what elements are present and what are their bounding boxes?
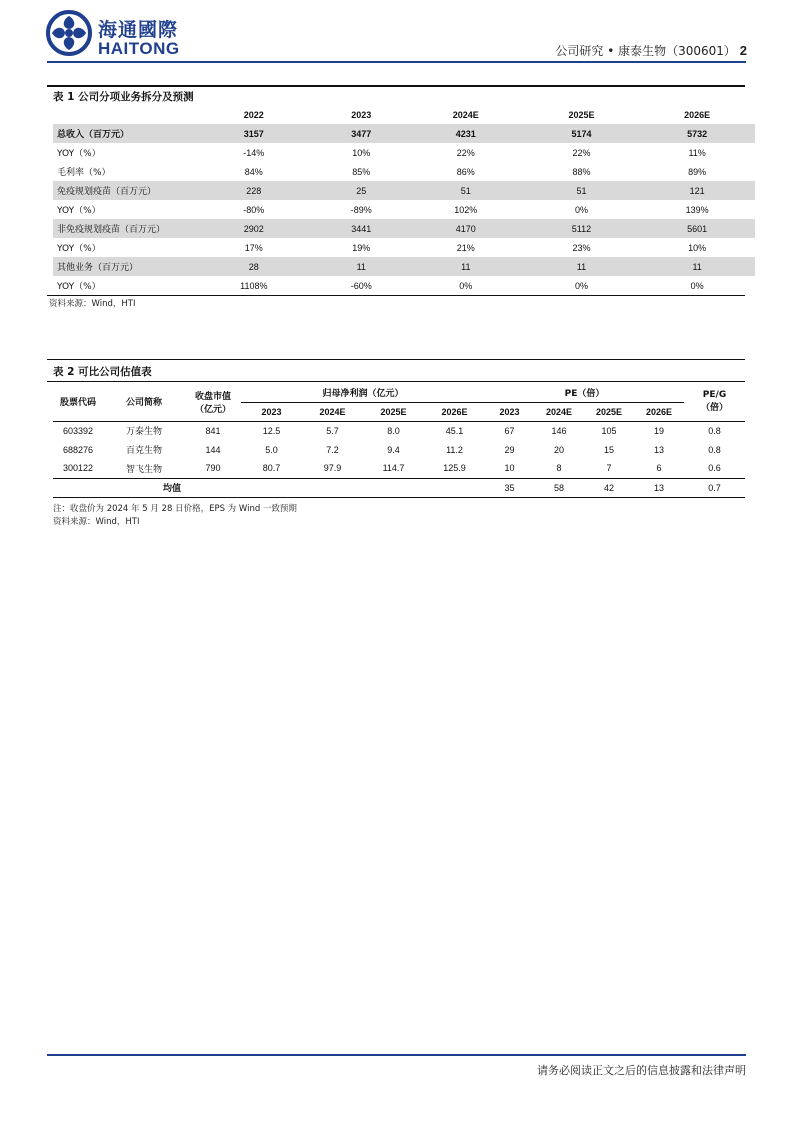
peg-value: 0.8 [708,444,721,455]
cell-value: 0% [574,204,588,215]
cell-value: 5174 [524,124,640,143]
pe-year-header: 2023 [485,402,534,421]
cell-value: 51 [408,181,524,200]
pe-value: 15 [603,444,614,455]
row-label: 毛利率（%） [57,168,111,178]
cell-value: 0% [574,280,588,291]
profit-year-header: 2024E [302,402,363,421]
cell-value: 1108% [240,280,268,291]
cell-value: 51 [524,181,640,200]
pe-value: 105 [601,425,617,436]
table-row [53,124,755,143]
company-name: 万泰生物 [125,427,162,438]
cell-value: 228 [193,181,315,200]
cell-value: 5112 [524,219,640,238]
pe-year-header: 2024E [534,402,584,421]
table2-note: 注：收盘价为 2024 年 5 月 28 日价格，EPS 为 Wind 一致预期 [53,504,297,514]
table1-col-header: 2026E [684,109,711,120]
net-profit: 114.7 [382,463,405,474]
row-label: YOY（%） [57,206,101,216]
net-profit: 12.5 [262,425,281,436]
net-profit: 80.7 [262,463,281,474]
row-label: YOY（%） [57,282,101,292]
logo-text-en: HAITONG [98,39,180,58]
cell-value: 139% [685,204,709,215]
cell-value: 121 [639,181,755,200]
peg-value: 0.6 [708,463,721,474]
row-label: 非免疫规划疫苗（百万元） [53,219,193,238]
cell-value: -89% [350,204,372,215]
net-profit: 7.2 [326,444,339,455]
pe-value: 29 [504,444,515,455]
valuation-comps-table [53,383,745,498]
table1-header-row [53,105,755,124]
market-cap: 144 [205,444,221,455]
cell-value: 0% [690,280,704,291]
cell-value: 2902 [193,219,315,238]
cell-value: -14% [243,147,265,158]
table2-top-rule [47,359,745,360]
table1-title: 表 1 公司分项业务拆分及预测 [53,91,194,103]
company-name: 百克生物 [125,446,162,456]
net-profit: 97.9 [323,463,342,474]
table2-pe-group-header: PE（倍） [564,388,605,399]
avg-pe-value: 13 [634,478,684,497]
net-profit: 8.0 [387,425,400,436]
footer-divider [47,1054,746,1056]
pe-value: 19 [653,425,664,436]
cell-value: 28 [193,257,315,276]
table2-peg-header [684,383,745,421]
mktcap-header-line1: 收盘市值 [194,391,231,402]
table1-col-header: 2023 [351,109,372,120]
stock-code: 300122 [62,463,94,474]
haitong-logo-icon [46,10,92,56]
pe-value: 6 [656,463,662,474]
stock-code: 603392 [62,425,94,436]
table1-source: 资料来源：Wind，HTI [49,299,136,309]
table1-col-header: 2022 [243,109,264,120]
net-profit: 45.1 [445,425,464,436]
table-row [53,257,755,276]
cell-value: 11 [639,257,755,276]
table1-col-header [53,105,193,124]
pe-year-header: 2026E [634,402,684,421]
peg-header-line1: PE/G [702,390,727,401]
pe-value: 20 [553,444,564,455]
cell-value: 89% [688,166,707,177]
segment-forecast-table [53,105,755,295]
row-label: 其他业务（百万元） [53,257,193,276]
footer-disclaimer: 请务必阅读正文之后的信息披露和法律声明 [537,1064,746,1077]
cell-value: 3157 [193,124,315,143]
table1-bottom-rule [47,295,745,296]
table2-mktcap-header [185,383,241,421]
cell-value: 3477 [315,124,408,143]
net-profit: 9.4 [387,444,400,455]
cell-value: 0% [459,280,473,291]
avg-pe-value: 42 [584,478,634,497]
table2-header-rule [47,381,745,382]
row-label: 免疫规划疫苗（百万元） [53,181,193,200]
cell-value: 21% [456,242,475,253]
cell-value: 5601 [639,219,755,238]
table-row [53,200,755,219]
cell-value: 25 [315,181,408,200]
cell-value: 102% [454,204,478,215]
table2-profit-group-header: 归母净利润（亿元） [322,388,404,399]
profit-year-header: 2023 [241,402,302,421]
cell-value: 4170 [408,219,524,238]
profit-year-header: 2025E [363,402,424,421]
cell-value: 10% [352,147,371,158]
net-profit: 125.9 [443,463,466,474]
table2-header-row [53,383,745,402]
cell-value: 85% [352,166,371,177]
row-label: YOY（%） [57,244,101,254]
cell-value: 19% [352,242,371,253]
table-row [53,238,755,257]
table1-top-rule [47,85,745,87]
average-label: 均值 [103,478,241,497]
table1-col-header: 2024E [452,109,479,120]
table2-title: 表 2 可比公司估值表 [53,366,152,378]
cell-value: 10% [688,242,707,253]
average-row [53,478,745,497]
profit-year-header: 2026E [424,402,485,421]
cell-value: 22% [456,147,475,158]
cell-value: 86% [456,166,475,177]
report-header [555,42,747,59]
table-row [53,143,755,162]
pe-value: 8 [556,463,562,474]
row-label: YOY（%） [57,149,101,159]
cell-value: -60% [350,280,372,291]
haitong-logo [46,10,186,58]
cell-value: 11% [688,147,706,158]
avg-pe-value: 58 [534,478,584,497]
pe-value: 67 [504,425,515,436]
pe-value: 13 [653,444,664,455]
cell-value: 11 [408,257,524,276]
table1-col-header: 2025E [568,109,595,120]
cell-value: 23% [572,242,591,253]
avg-peg-value: 0.7 [684,478,745,497]
mktcap-header-line2: （亿元） [194,404,231,415]
cell-value: 4231 [408,124,524,143]
cell-value: 88% [572,166,591,177]
net-profit: 11.2 [446,444,463,455]
net-profit: 5.7 [326,425,339,436]
header-divider [47,61,746,63]
peg-value: 0.8 [708,425,721,436]
pe-value: 146 [551,425,567,436]
cell-value: 3441 [315,219,408,238]
market-cap: 841 [205,425,221,436]
company-name: 智飞生物 [125,464,162,475]
market-cap: 790 [205,463,221,474]
table-row [53,421,745,440]
net-profit: 5.0 [265,444,278,455]
row-label: 总收入（百万元） [53,124,193,143]
page-number: 2 [739,43,747,58]
cell-value: 11 [315,257,408,276]
avg-pe-value: 35 [485,478,534,497]
cell-value: -80% [243,204,265,215]
peg-header-line2: （倍） [700,403,728,414]
pe-value: 10 [504,463,515,474]
cell-value: 22% [572,147,591,158]
table-row [53,276,755,295]
cell-value: 84% [244,166,263,177]
report-type: 公司研究 • 康泰生物（300601） [555,44,736,58]
table-row [53,219,755,238]
cell-value: 5732 [639,124,755,143]
pe-year-header: 2025E [584,402,634,421]
table2-source: 资料来源：Wind，HTI [53,517,140,527]
cell-value: 17% [244,242,263,253]
table2-code-header: 股票代码 [59,398,96,409]
table-row [53,162,755,181]
logo-text-cn: 海通國際 [98,19,179,41]
table-row [53,181,755,200]
table2-name-header: 公司简称 [125,398,162,409]
stock-code: 688276 [62,444,94,455]
table-row [53,440,745,459]
table-row [53,459,745,478]
cell-value: 11 [524,257,640,276]
pe-value: 7 [606,463,612,474]
